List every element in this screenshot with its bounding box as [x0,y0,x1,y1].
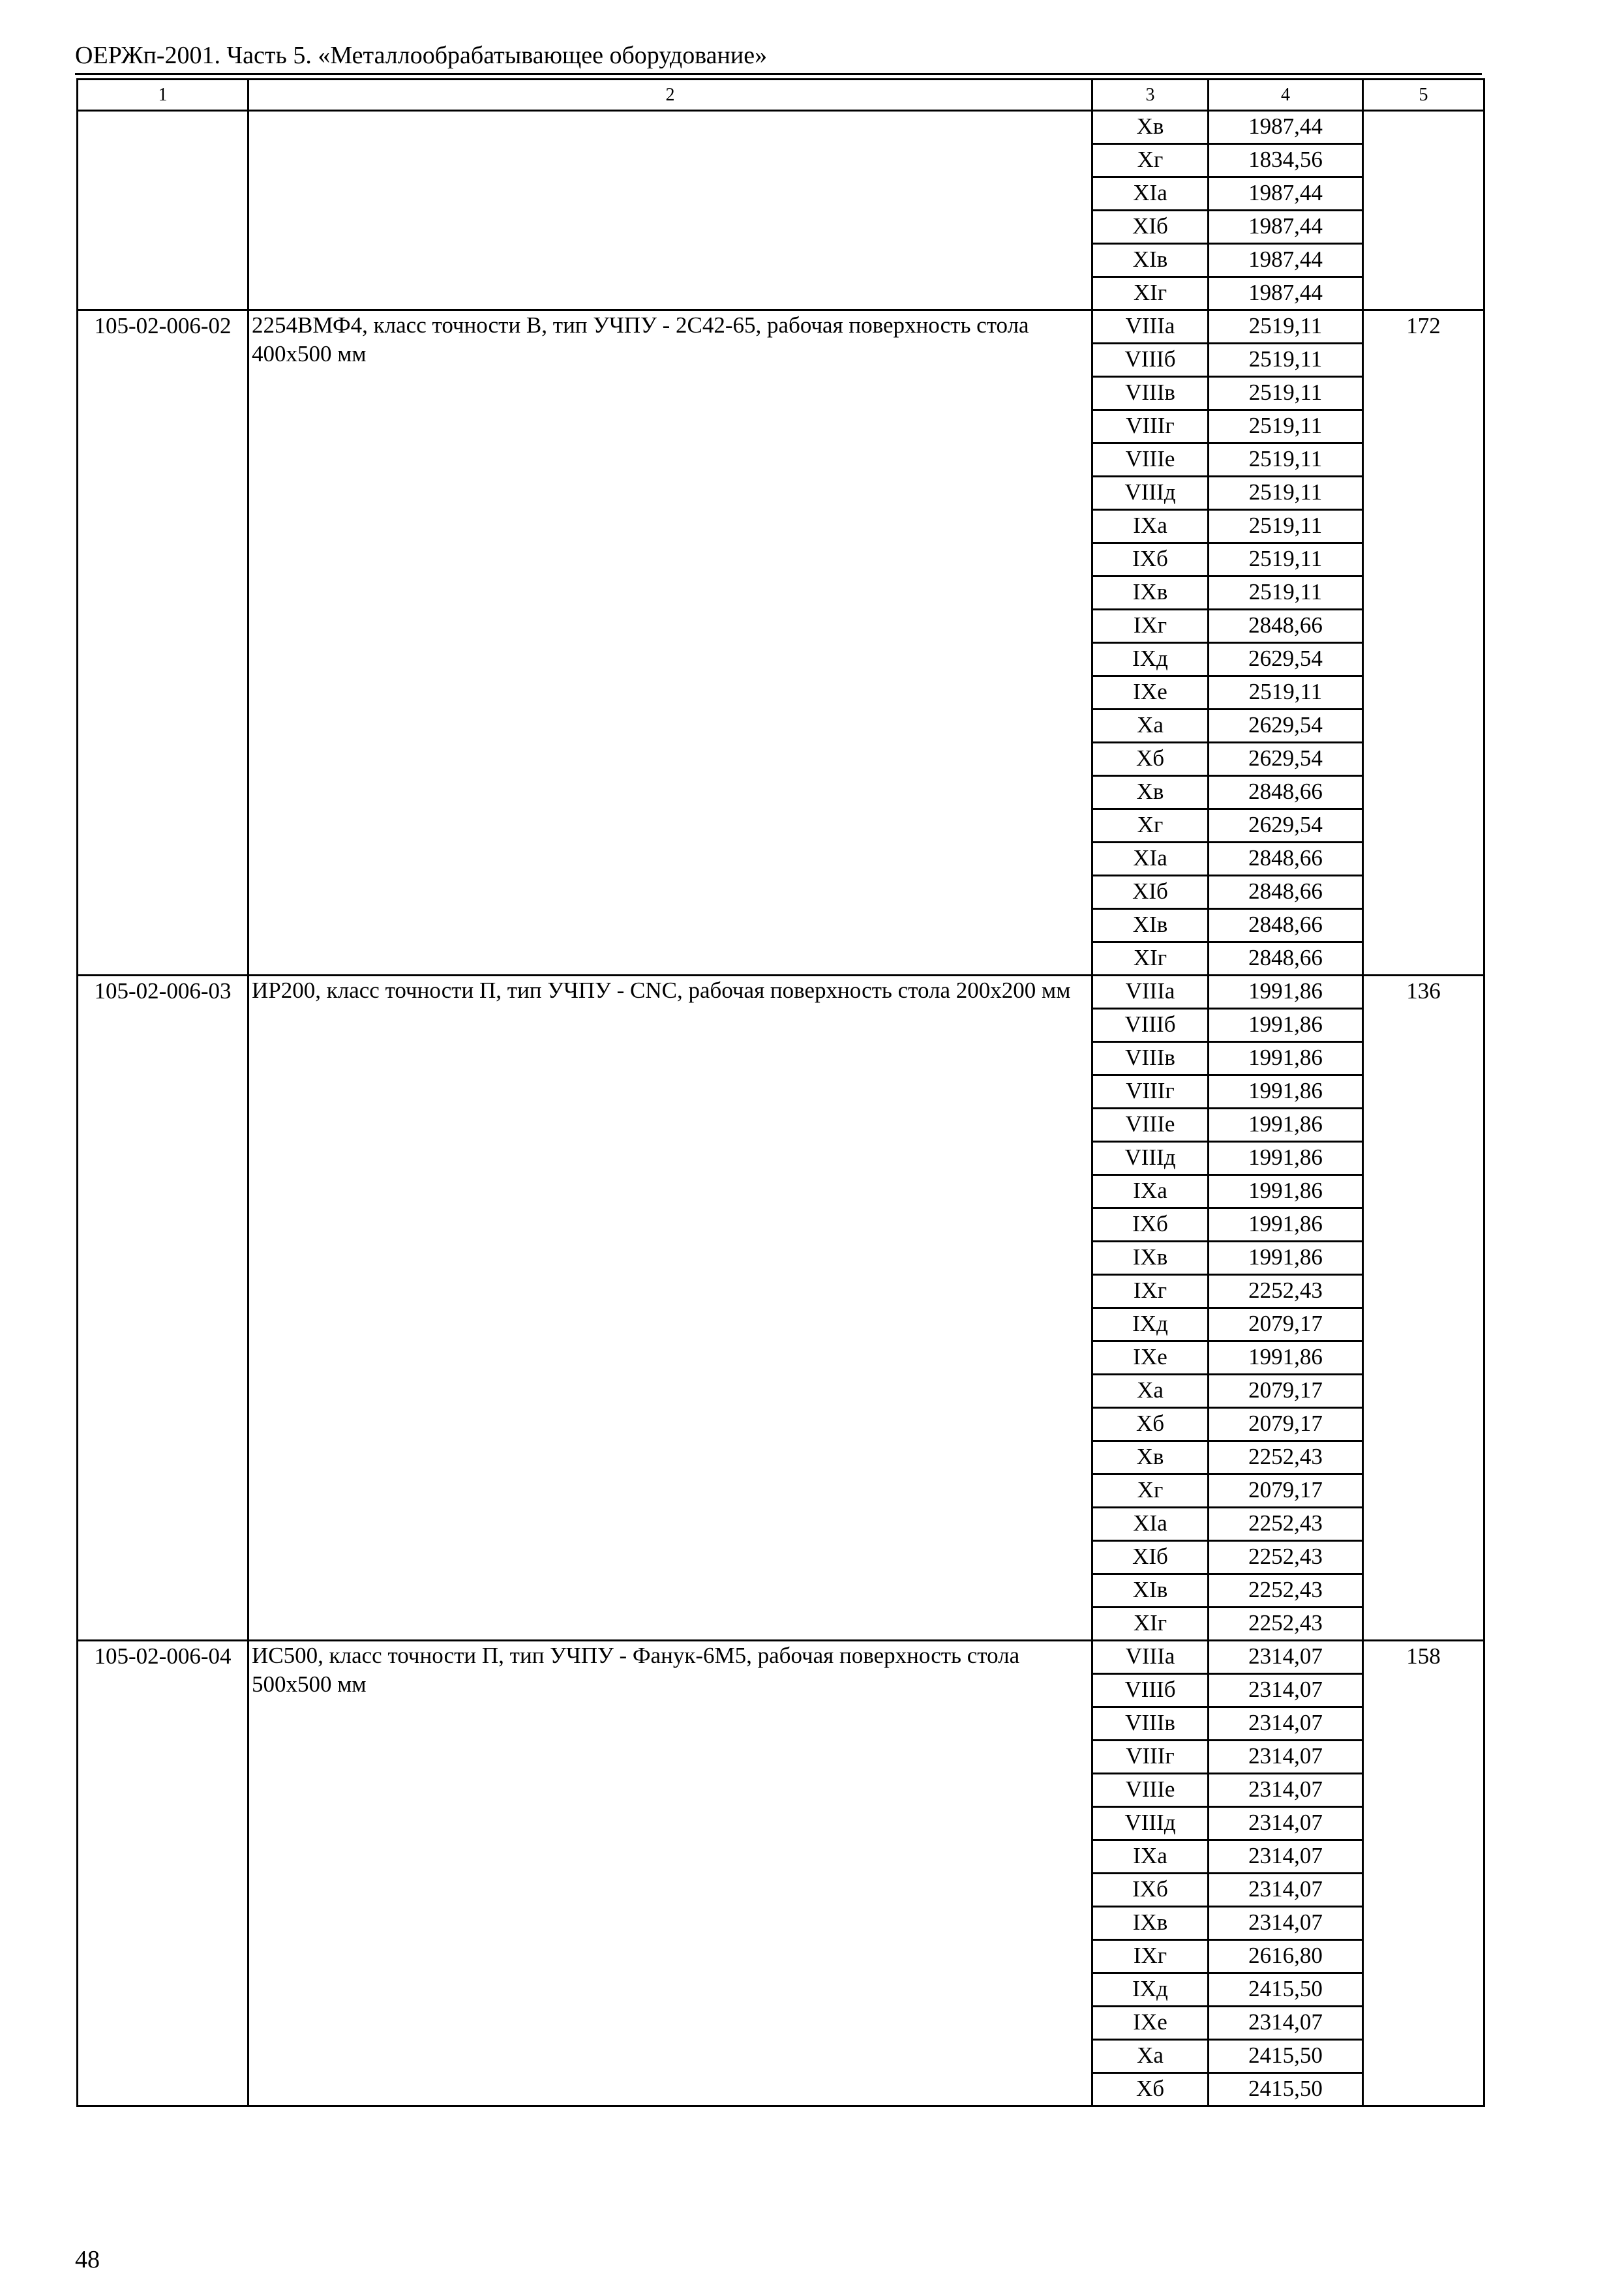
item-code-cell: 105-02-006-04 [78,1641,248,2106]
page-header-title: ОЕРЖп-2001. Часть 5. «Металлообрабатывающее оборудование» [75,42,768,69]
class-cell: XIв [1092,244,1209,277]
value-cell: 2519,11 [1209,543,1363,576]
page-number: 48 [75,2246,100,2273]
class-cell: Xв [1092,776,1209,809]
class-cell: IXа [1092,510,1209,543]
value-cell: 2519,11 [1209,310,1363,344]
value-cell: 2079,17 [1209,1375,1363,1408]
value-cell: 1991,86 [1209,1075,1363,1109]
class-cell: Xг [1092,144,1209,177]
table-body [78,111,1484,2106]
class-cell: IXг [1092,1940,1209,1973]
item-code-cell: 105-02-006-03 [78,976,248,1641]
class-cell: VIIIе [1092,1774,1209,1807]
value-cell: 2252,43 [1209,1275,1363,1308]
class-cell: XIб [1092,876,1209,909]
class-cell: XIa [1092,177,1209,211]
item-count-cell: 136 [1363,976,1484,1641]
value-cell: 2252,43 [1209,1441,1363,1474]
value-cell: 2848,66 [1209,876,1363,909]
column-number-1: 1 [78,80,248,111]
table-header [78,80,1484,111]
item-count-cell: 158 [1363,1641,1484,2106]
class-cell: IXе [1092,1341,1209,1375]
value-cell: 2314,07 [1209,1874,1363,1907]
class-cell: XIг [1092,1608,1209,1641]
value-cell: 1991,86 [1209,1042,1363,1075]
value-cell: 1991,86 [1209,1142,1363,1175]
value-cell: 2519,11 [1209,377,1363,410]
class-cell: IXв [1092,1907,1209,1940]
column-number-2: 2 [248,80,1092,111]
value-cell: 1991,86 [1209,1242,1363,1275]
class-cell: VIIIв [1092,1707,1209,1741]
class-cell: VIIIб [1092,1674,1209,1707]
value-cell: 2848,66 [1209,610,1363,643]
class-cell: Xг [1092,809,1209,843]
class-cell: Xб [1092,1408,1209,1441]
class-cell: IXе [1092,676,1209,710]
class-cell: XIг [1092,277,1209,310]
value-cell: 2314,07 [1209,1674,1363,1707]
value-cell: 2848,66 [1209,909,1363,942]
class-cell: IXв [1092,576,1209,610]
value-cell: 1991,86 [1209,1341,1363,1375]
class-cell: Xа [1092,2040,1209,2073]
table-row [78,976,1484,1009]
class-cell: Xв [1092,1441,1209,1474]
class-cell: VIIIе [1092,1109,1209,1142]
class-cell: Xб [1092,2073,1209,2106]
value-cell: 2314,07 [1209,1840,1363,1874]
value-cell: 2079,17 [1209,1474,1363,1508]
value-cell: 2252,43 [1209,1608,1363,1641]
value-cell: 2519,11 [1209,410,1363,443]
value-cell: 2519,11 [1209,576,1363,610]
column-number-4: 4 [1209,80,1363,111]
value-cell: 2415,50 [1209,1973,1363,2007]
value-cell: 2629,54 [1209,643,1363,676]
value-cell: 1987,44 [1209,177,1363,211]
class-cell: IXд [1092,1973,1209,2007]
value-cell: 2519,11 [1209,676,1363,710]
class-cell: XIб [1092,211,1209,244]
table-row [78,310,1484,344]
class-cell: VIIIв [1092,377,1209,410]
class-cell: VIIIд [1092,1807,1209,1840]
value-cell: 2616,80 [1209,1940,1363,1973]
class-cell: VIIIд [1092,477,1209,510]
item-description-cell [248,111,1092,310]
class-cell: VIIIа [1092,976,1209,1009]
column-number-5: 5 [1363,80,1484,111]
table-row [78,111,1484,144]
value-cell: 1834,56 [1209,144,1363,177]
item-count-cell [1363,111,1484,310]
class-cell: XIа [1092,1508,1209,1541]
item-count-cell: 172 [1363,310,1484,976]
class-cell: Xв [1092,111,1209,144]
value-cell: 2314,07 [1209,1807,1363,1840]
value-cell: 2314,07 [1209,1741,1363,1774]
class-cell: VIIIб [1092,344,1209,377]
class-cell: XIв [1092,909,1209,942]
value-cell: 2314,07 [1209,2007,1363,2040]
value-cell: 2252,43 [1209,1574,1363,1608]
value-cell: 2314,07 [1209,1907,1363,1940]
item-description-cell: ИР200, класс точности П, тип УЧПУ - CNC, рабочая поверхность стола 200х200 мм [248,976,1092,1641]
value-cell: 2079,17 [1209,1408,1363,1441]
class-cell: VIIIг [1092,1741,1209,1774]
class-cell: XIа [1092,843,1209,876]
value-cell: 2252,43 [1209,1508,1363,1541]
value-cell: 2314,07 [1209,1707,1363,1741]
item-description-cell: ИС500, класс точности П, тип УЧПУ - Фанук-6М5, рабочая поверхность стола 500х500 мм [248,1641,1092,2106]
class-cell: VIIIг [1092,410,1209,443]
class-cell: IXб [1092,543,1209,576]
item-description-cell: 2254ВМФ4, класс точности В, тип УЧПУ - 2С42-65, рабочая поверхность стола 400х500 мм [248,310,1092,976]
value-cell: 2519,11 [1209,477,1363,510]
class-cell: VIIIб [1092,1009,1209,1042]
value-cell: 2848,66 [1209,776,1363,809]
class-cell: VIIIв [1092,1042,1209,1075]
item-code-cell [78,111,248,310]
value-cell: 2629,54 [1209,743,1363,776]
value-cell: 2848,66 [1209,843,1363,876]
column-number-3: 3 [1092,80,1209,111]
class-cell: XIг [1092,942,1209,976]
class-cell: VIIIа [1092,1641,1209,1674]
class-cell: IXд [1092,643,1209,676]
value-cell: 2252,43 [1209,1541,1363,1574]
value-cell: 2629,54 [1209,809,1363,843]
value-cell: 1987,44 [1209,111,1363,144]
class-cell: IXа [1092,1175,1209,1208]
value-cell: 1991,86 [1209,1208,1363,1242]
class-cell: VIIIг [1092,1075,1209,1109]
class-cell: VIIIд [1092,1142,1209,1175]
value-cell: 2519,11 [1209,344,1363,377]
class-cell: Xа [1092,1375,1209,1408]
class-cell: IXе [1092,2007,1209,2040]
value-cell: 1991,86 [1209,1009,1363,1042]
value-cell: 1987,44 [1209,244,1363,277]
class-cell: Xг [1092,1474,1209,1508]
class-cell: XIб [1092,1541,1209,1574]
class-cell: IXг [1092,1275,1209,1308]
class-cell: IXг [1092,610,1209,643]
value-cell: 2079,17 [1209,1308,1363,1341]
value-cell: 2629,54 [1209,710,1363,743]
class-cell: IXв [1092,1242,1209,1275]
value-cell: 1991,86 [1209,1109,1363,1142]
class-cell: IXб [1092,1208,1209,1242]
value-cell: 1991,86 [1209,1175,1363,1208]
value-cell: 2314,07 [1209,1641,1363,1674]
item-code-cell: 105-02-006-02 [78,310,248,976]
value-cell: 2519,11 [1209,443,1363,477]
class-cell: VIIIа [1092,310,1209,344]
class-cell: XIв [1092,1574,1209,1608]
value-cell: 2314,07 [1209,1774,1363,1807]
class-cell: IXб [1092,1874,1209,1907]
value-cell: 2415,50 [1209,2073,1363,2106]
rates-table [76,78,1485,2107]
value-cell: 1987,44 [1209,211,1363,244]
class-cell: IXа [1092,1840,1209,1874]
class-cell: IXд [1092,1308,1209,1341]
value-cell: 2848,66 [1209,942,1363,976]
column-number-row [78,80,1484,111]
value-cell: 2519,11 [1209,510,1363,543]
class-cell: Xб [1092,743,1209,776]
class-cell: VIIIе [1092,443,1209,477]
value-cell: 2415,50 [1209,2040,1363,2073]
value-cell: 1991,86 [1209,976,1363,1009]
table-row [78,1641,1484,1674]
value-cell: 1987,44 [1209,277,1363,310]
header-rule [75,73,1482,75]
class-cell: Xа [1092,710,1209,743]
